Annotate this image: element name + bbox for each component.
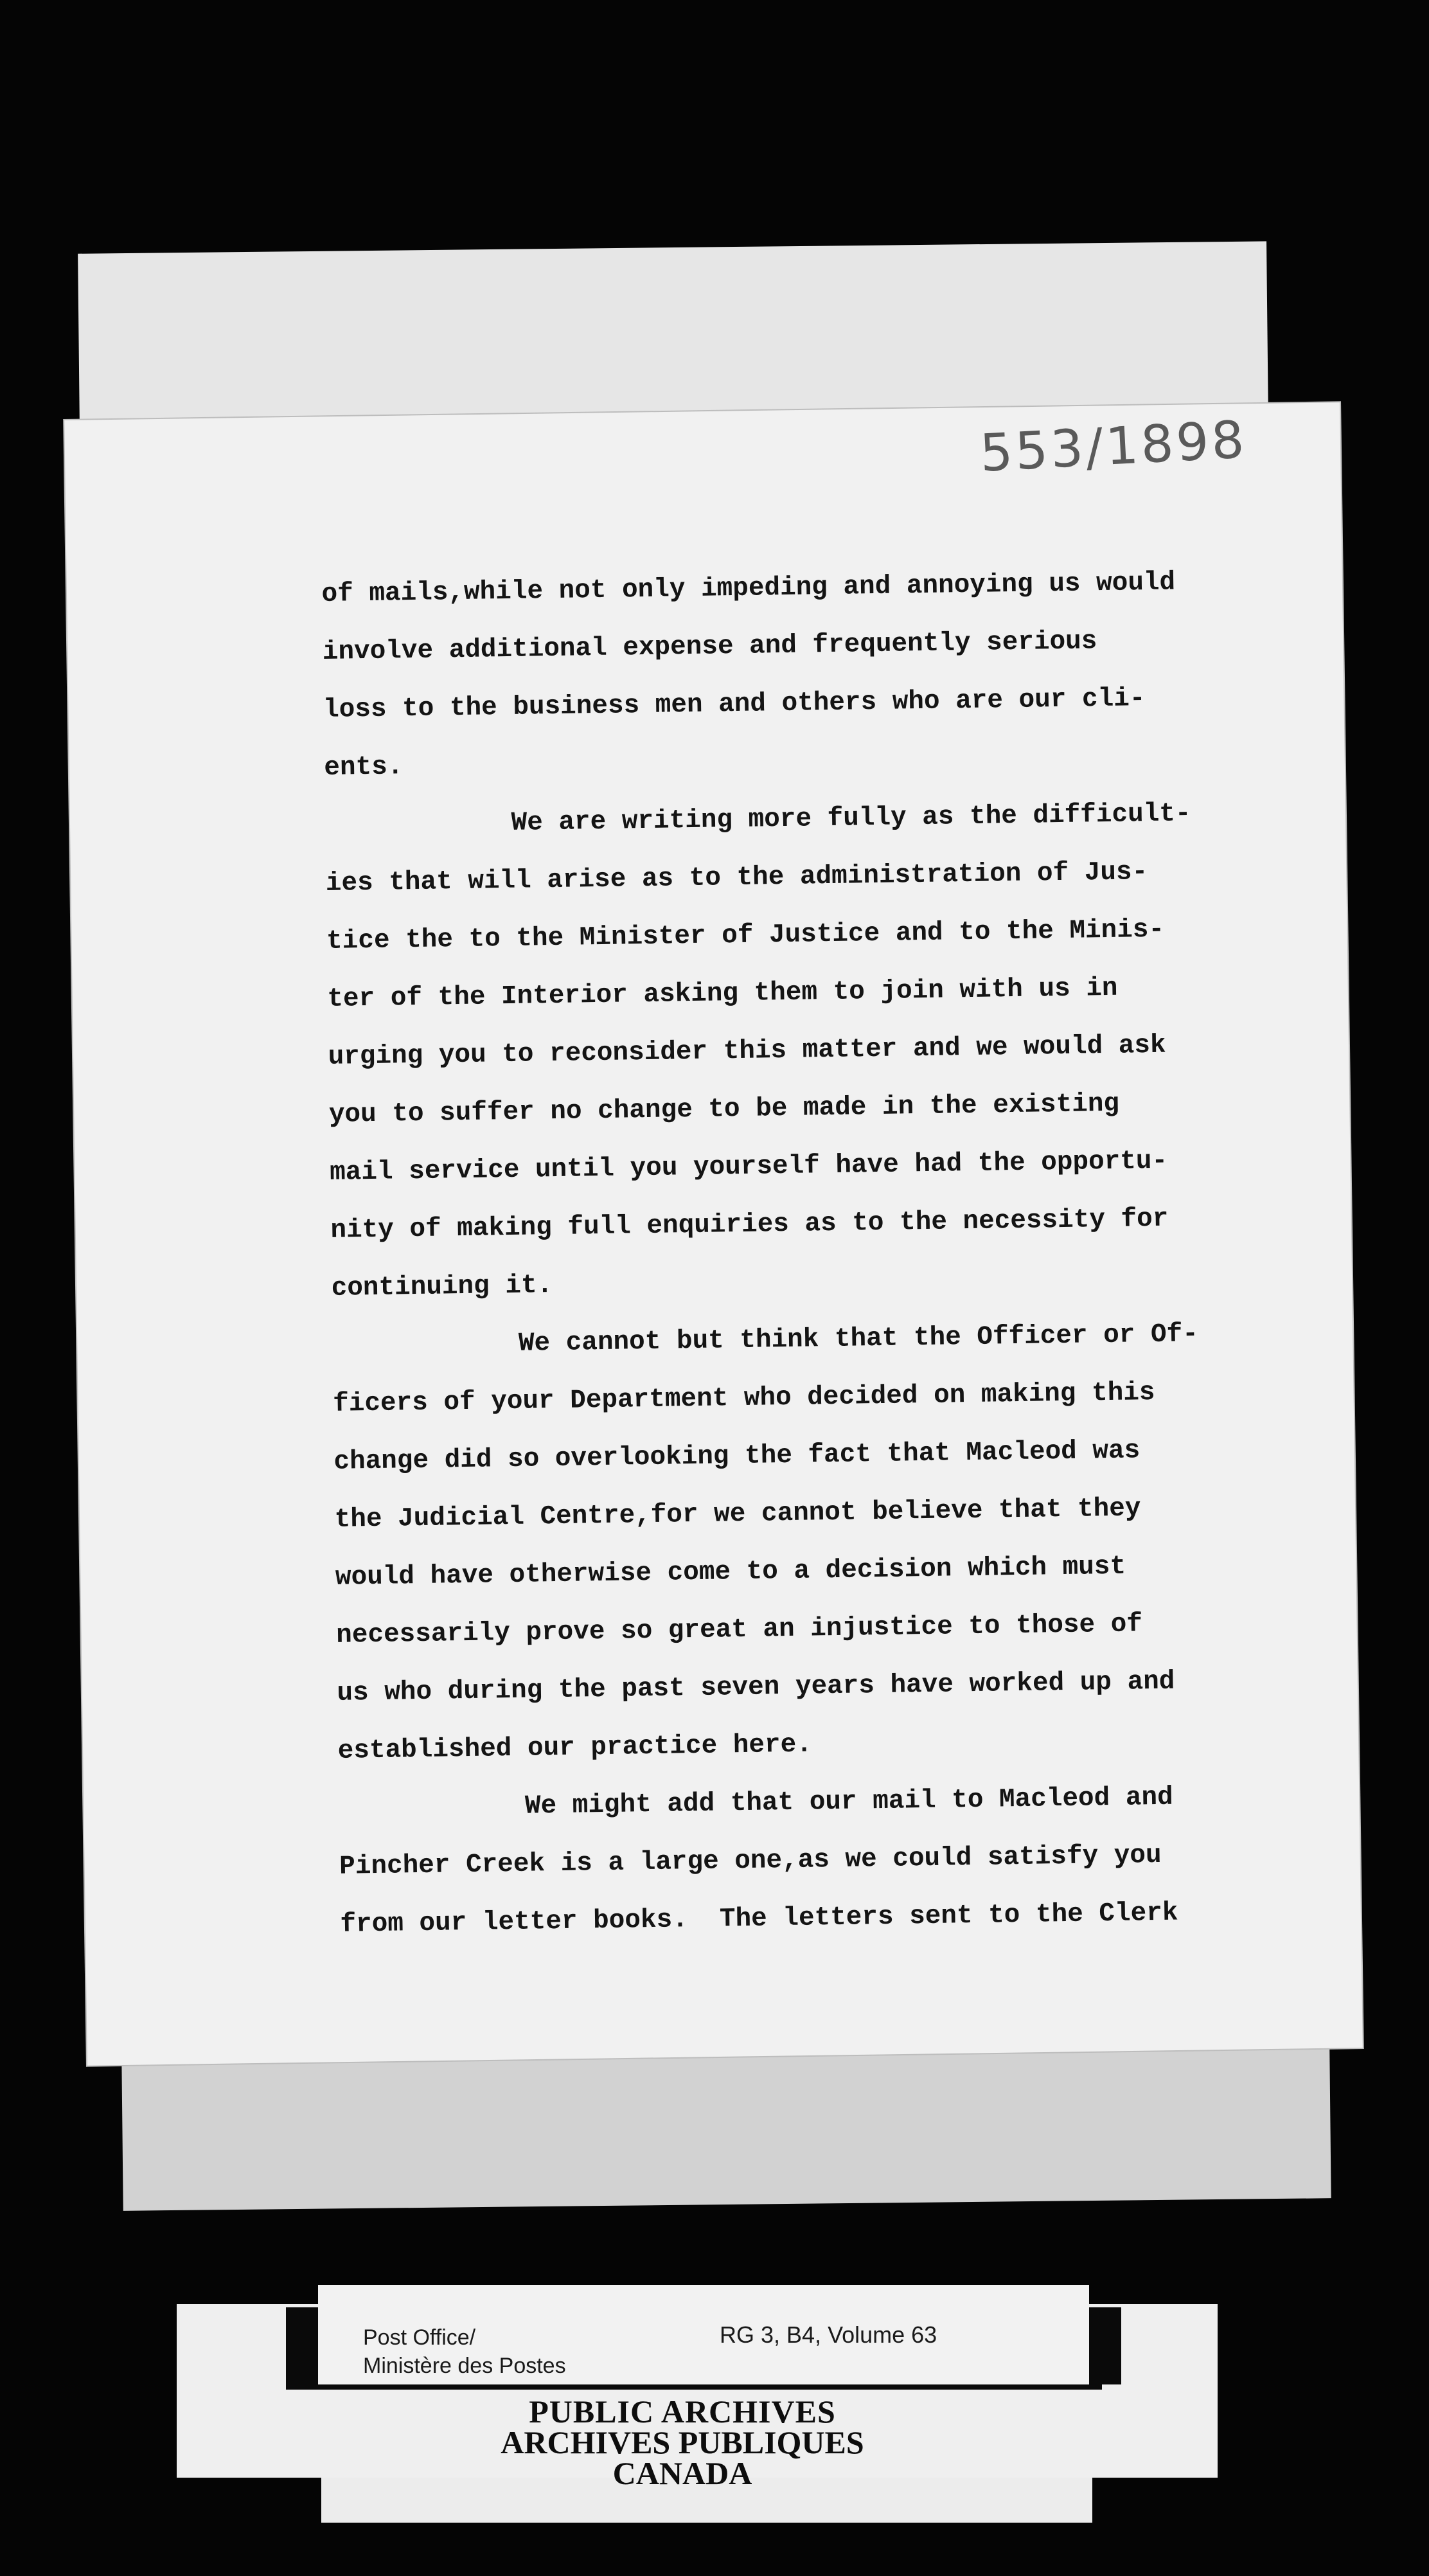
letter-line: necessarily prove so great an injustice to those of (335, 1609, 1143, 1650)
stamp-line: PUBLIC ARCHIVES (529, 2393, 836, 2429)
letter-line: the Judicial Centre,for we cannot believe that they (334, 1494, 1141, 1535)
letter-line: We might add that our mail to Macleod and (524, 1782, 1173, 1821)
letter-line: urging you to reconsider this matter and we would ask (328, 1030, 1166, 1072)
letter-line: you to suffer no change to be made in the existing (328, 1089, 1120, 1130)
letter-line: We are writing more fully as the difficult- (511, 799, 1191, 838)
letter-line: ies that will arise as to the administration of Jus- (325, 857, 1148, 899)
letter-line: ficers of your Department who decided on making this (332, 1378, 1155, 1419)
letter-line: of mails,while not only impeding and annoying us would (321, 568, 1176, 609)
label-divider (1089, 2307, 1121, 2384)
letter-line: ents. (324, 752, 404, 783)
label-divider (286, 2384, 1102, 2390)
letter-line: Pincher Creek is a large one,as we could satisfy you (339, 1840, 1162, 1882)
archive-reference: RG 3, B4, Volume 63 (720, 2321, 937, 2348)
letter-line: involve additional expense and frequently serious (322, 627, 1097, 667)
letter-line: from our letter books. The letters sent to the Clerk (340, 1898, 1178, 1940)
letter-line: We cannot but think that the Officer or Of- (518, 1319, 1199, 1359)
department-name (363, 2323, 566, 2380)
letter-line: continuing it. (331, 1271, 553, 1303)
letter-body (321, 552, 1298, 1954)
department-line: Ministère des Postes (363, 2354, 566, 2378)
letter-line: tice the to the Minister of Justice and to the Minis- (326, 915, 1165, 956)
stamp-line: CANADA (612, 2455, 752, 2491)
department-line: Post Office/ (363, 2325, 476, 2350)
letter-line: established our practice here. (337, 1730, 813, 1766)
archives-stamp (0, 2393, 1429, 2491)
letter-line: mail service until you yourself have had the opportu- (329, 1146, 1168, 1188)
letter-line: ter of the Interior asking them to join with us in (327, 973, 1118, 1014)
letter-line: change did so overlooking the fact that Macleod was (333, 1436, 1141, 1477)
letter-line: would have otherwise come to a decision which must (335, 1552, 1126, 1593)
stamp-line: ARCHIVES PUBLIQUES (501, 2424, 864, 2460)
page-reference: 553/1898 (978, 409, 1248, 483)
letter-line: nity of making full enquiries as to the necessity for (330, 1204, 1169, 1246)
label-divider (286, 2307, 318, 2384)
letter-line: loss to the business men and others who are our cli- (323, 684, 1146, 725)
letter-line: us who during the past seven years have worked up and (337, 1667, 1175, 1708)
